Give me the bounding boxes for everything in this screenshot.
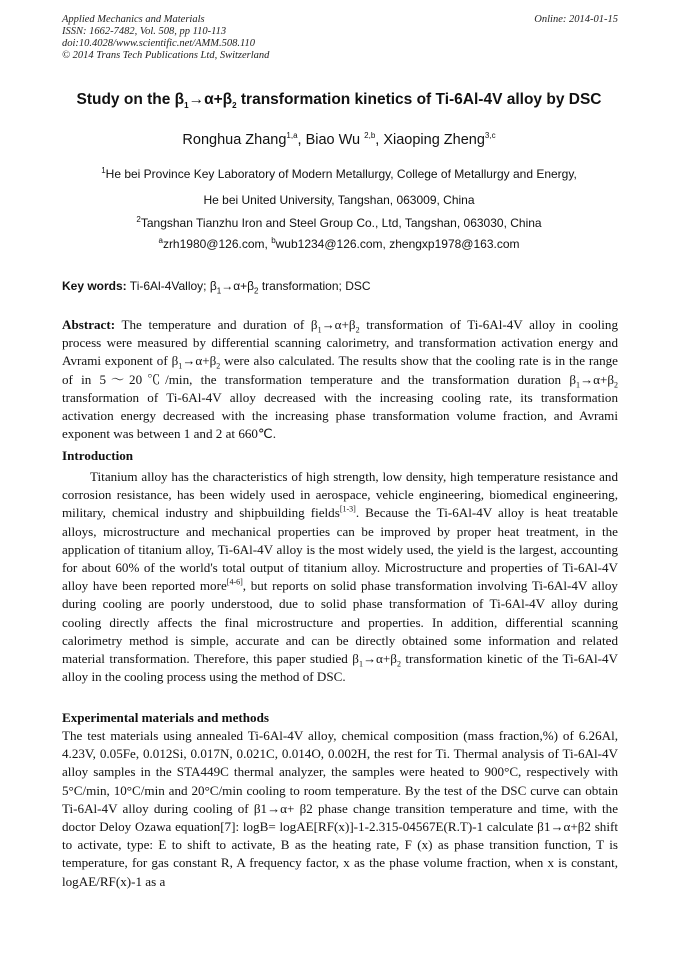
citation: [1-3]: [339, 505, 356, 515]
author-affiliation-mark: 2,b: [364, 131, 376, 141]
journal-doi: doi:10.4028/www.scientific.net/AMM.508.110: [62, 38, 255, 49]
affiliation-mark: 1: [101, 166, 106, 175]
affiliation-text: He bei Province Key Laboratory of Modern Metallurgy, College of Metallurgy and Energy,: [105, 167, 577, 181]
introduction-heading: Introduction: [62, 448, 134, 463]
journal-header: [62, 14, 618, 62]
keywords-subscript: 1: [216, 286, 222, 296]
abstract-text: →α+β: [321, 317, 356, 332]
intro-text: Titanium alloy has the characteristics of high strength, low density, high temperature resistance and corrosion resistance, has been widely used in aerospace, vehicle engineering, biomedical engineering, military, chemical industry and shipbuilding fields: [62, 469, 618, 521]
intro-subscript: 2: [396, 659, 401, 669]
introduction-paragraph: [62, 468, 618, 686]
intro-text: →α+β: [362, 651, 397, 667]
author-name: , Biao Wu: [297, 132, 365, 148]
intro-text: transformation kinetic of the Ti-6Al-4V alloy in the cooling process using the method of DSC.: [62, 651, 618, 685]
intro-subscript: 1: [358, 659, 363, 669]
intro-text: . Because the Ti-6Al-4V alloy is heat treatable alloys, microstructure and mechanical properties can be improved by proper heat treatment, in the application of titanium alloy, Ti-6Al-4V alloy is the most widely used, the yield is the largest, accounting for about 60% of the world's total output of titanium alloy. Microstructure and properties of Ti-6Al-4V alloy have been reported more: [62, 505, 618, 594]
author-name: , Xiaoping Zheng: [375, 132, 485, 148]
abstract-subscript: 1: [575, 380, 580, 390]
abstract-subscript: 2: [355, 325, 360, 335]
abstract-text: transformation of Ti-6Al-4V alloy decreased with the increasing cooling rate, its transformation activation energy decreased with the increasing phase transformation volume fraction, and Avrami exponent was between 1 and 2 at 660℃.: [62, 389, 618, 442]
keywords-subscript: 2: [254, 286, 259, 296]
abstract-label: Abstract:: [62, 317, 116, 332]
methods-paragraph: The test materials using annealed Ti-6Al-4V alloy, chemical composition (mass fraction,%) of 6.26Al, 4.23V, 0.05Fe, 0.012Si, 0.017N, 0.021C, 0.014O, 0.002H, the rest for Ti. Thermal analysis of Ti-6Al-4V alloy samples in the STA449C thermal analyzer, the samples were heated to 900°C, respectively with 5°C/min, 10°C/min and 20°C/min cooling to room temperature. By the test of the DSC curve can obtain Ti-6Al-4V alloy during cooling of β1→α+ β2 phase change transition temperature and time, with the doctor Deloy Ozawa equation[7]: logB= logAE[RF(x)]-1-2.315-04567E(R.T)-1 calculate β1→α+β2 shift to activate, type: E to shift to activate, B as the heating rate, F (x) as phase transition function, T is temperature, for gas constant R, A frequency factor, x as the phase volume fraction, when x is constant, logAE/RF(x)-1 as a: [62, 728, 618, 889]
title-part: →α+β: [188, 91, 233, 108]
keywords-label: Key words:: [62, 279, 127, 293]
methods-heading: Experimental materials and methods: [62, 710, 269, 725]
affiliation-1-line-2: He bei United University, Tangshan, 063009, China: [203, 193, 475, 207]
title-subscript: 1: [184, 101, 189, 111]
abstract-text: The temperature and duration of β: [115, 317, 318, 332]
citation: [4-6]: [226, 577, 243, 587]
affiliation-mark: 2: [136, 215, 141, 224]
email-text: zrh1980@126.com,: [162, 237, 272, 251]
keywords-text: Ti-6Al-4Valloy; β: [126, 279, 217, 293]
abstract-text: transformation of Ti-6Al-4V alloy in cooling process were measured by differential scanning calorimetry, and transformation activation energy and Avrami exponent of β: [62, 317, 618, 369]
author-list: [40, 130, 638, 150]
abstract-subscript: 1: [178, 362, 183, 372]
email-text: wub1234@126.com, zhengxp1978@163.com: [275, 237, 520, 251]
paper-title: [40, 90, 638, 110]
abstract-subscript: 2: [216, 362, 221, 372]
abstract-subscript: 2: [614, 380, 618, 390]
author-affiliation-mark: 3,c: [484, 131, 496, 141]
title-part: transformation kinetics of Ti-6Al-4V alloy by DSC: [236, 91, 602, 108]
affiliation-1-line-1: [40, 166, 638, 182]
author-affiliation-mark: 1,a: [286, 131, 298, 141]
journal-issn: ISSN: 1662-7482, Vol. 508, pp 110-113: [62, 26, 227, 37]
abstract-text: →α+β: [579, 371, 614, 387]
title-subscript: 2: [232, 101, 237, 111]
email-mark: a: [158, 236, 163, 245]
author-name: Ronghua Zhang: [182, 132, 287, 148]
abstract: [62, 316, 618, 443]
abstract-text: were also calculated. The results show that the cooling rate is in the range of in 5～20℃/min, the transformation temperature and the transformation duration β: [62, 353, 618, 387]
journal-copyright: © 2014 Trans Tech Publications Ltd, Switzerland: [62, 50, 270, 61]
author-emails: [40, 236, 638, 252]
affiliation-2: [40, 215, 638, 231]
abstract-subscript: 1: [317, 325, 322, 335]
email-mark: b: [271, 236, 276, 245]
keywords-text: →α+β: [221, 279, 255, 293]
online-date: Online: 2014-01-15: [534, 14, 618, 25]
title-part: Study on the β: [76, 91, 185, 108]
affiliation-text: Tangshan Tianzhu Iron and Steel Group Co., Ltd, Tangshan, 063030, China: [140, 216, 542, 230]
intro-text: , but reports on solid phase transformation involving Ti-6Al-4V alloy during cooling are poorly understood, due to solid phase transformation of Ti-6Al-4V alloy during cooling directly affects the final microstructure and properties. In addition, differential scanning calorimetry method is simple, accurate and can be directly obtained some information and related material transformation. Therefore, this paper studied β: [62, 578, 618, 667]
abstract-text: →α+β: [182, 353, 217, 369]
keywords: [62, 278, 618, 294]
keywords-text: transformation; DSC: [258, 279, 371, 293]
journal-name: Applied Mechanics and Materials: [62, 14, 205, 25]
